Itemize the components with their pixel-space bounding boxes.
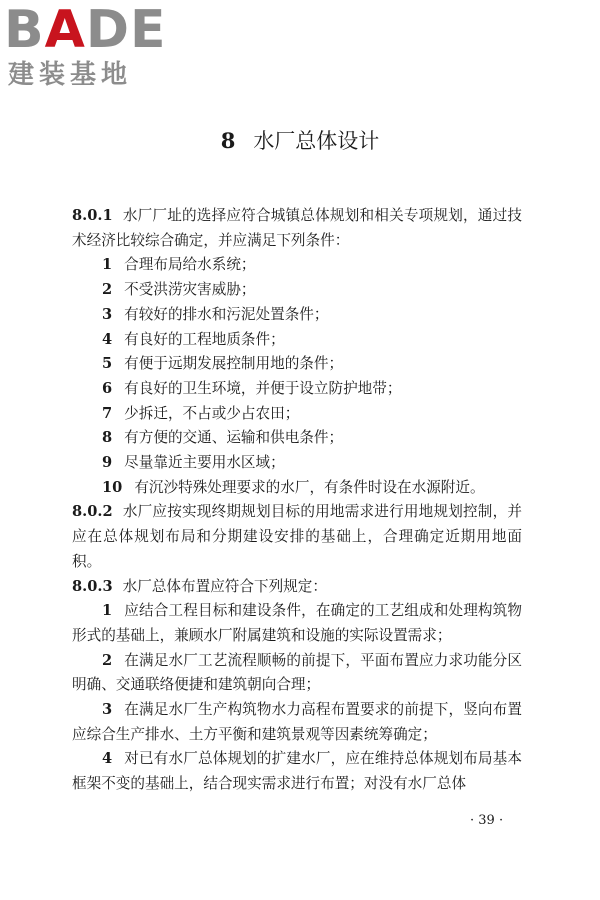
clause-8-0-2: [72, 500, 522, 574]
logo: [4, 0, 176, 94]
item-number: 3: [102, 305, 113, 323]
list-item: [72, 476, 522, 501]
item-number: 6: [102, 379, 113, 397]
item-number: 7: [102, 404, 113, 422]
item-text: 尽量靠近主要用水区域；: [124, 454, 285, 472]
item-number: 1: [102, 256, 113, 274]
item-text: 少拆迁，不占或少占农田；: [124, 404, 300, 422]
item-text: 有较好的排水和污泥处置条件；: [124, 305, 329, 323]
item-number: 5: [102, 355, 113, 373]
clause-number: 8.0.3: [72, 577, 113, 595]
list-item: [72, 426, 522, 451]
item-text: 有方便的交通、运输和供电条件；: [124, 429, 344, 447]
list-item: [72, 649, 522, 698]
list-item: [72, 253, 522, 278]
item-number: 10: [102, 478, 123, 496]
item-text: 在满足水厂生产构筑物水力高程布置要求的前提下，竖向布置应综合生产排水、土方平衡和建筑景观等因素统筹确定；: [72, 701, 522, 743]
clause-8-0-1: [72, 204, 522, 253]
item-text: 有良好的工程地质条件；: [124, 330, 285, 348]
chapter-number: 8: [220, 128, 236, 153]
list-item: [72, 698, 522, 747]
item-text: 有沉沙特殊处理要求的水厂，有条件时设在水源附近。: [134, 478, 485, 496]
item-text: 有便于远期发展控制用地的条件；: [124, 355, 344, 373]
logo-word: [4, 0, 167, 60]
logo-word-text: BADE: [4, 0, 167, 60]
item-number: 2: [102, 651, 113, 669]
list-item: [72, 451, 522, 476]
item-text: 不受洪涝灾害威胁；: [124, 281, 256, 299]
item-number: 4: [102, 330, 113, 348]
clause-8-0-3: [72, 575, 522, 600]
item-number: 3: [102, 701, 113, 719]
chapter-title-text: 水厂总体设计: [253, 129, 380, 153]
document-body: [72, 204, 522, 797]
item-number: 4: [102, 750, 113, 768]
list-item: [72, 402, 522, 427]
clause-number: 8.0.1: [72, 207, 113, 224]
item-text: 应结合工程目标和建设条件，在确定的工艺组成和处理构筑物形式的基础上，兼顾水厂附属建筑和设施的实际设置需求；: [72, 602, 522, 644]
item-number: 2: [102, 281, 113, 299]
list-item: [72, 352, 522, 377]
item-text: 对已有水厂总体规划的扩建水厂，应在维持总体规划布局基本框架不变的基础上，结合现实需求进行布置；对没有水厂总体: [72, 750, 522, 793]
list-item: [72, 599, 522, 648]
item-number: 9: [102, 454, 113, 472]
clause-text: 水厂总体布置应符合下列规定：: [122, 577, 327, 595]
item-number: 8: [102, 429, 113, 447]
item-number: 1: [102, 602, 113, 620]
clause-number: 8.0.2: [72, 503, 113, 521]
item-text: 有良好的卫生环境，并便于设立防护地带；: [124, 379, 402, 397]
logo-subtitle: 建装基地: [8, 60, 133, 90]
list-item: [72, 303, 522, 328]
item-text: 合理布局给水系统；: [124, 256, 256, 274]
page-number: · 39 ·: [470, 813, 504, 828]
clause-text: 水厂应按实现终期规划目标的用地需求进行用地规划控制，并应在总体规划布局和分期建设安排的基础上，合理确定近期用地面积。: [72, 503, 522, 570]
chapter-title: [0, 127, 600, 155]
list-item: [72, 278, 522, 303]
list-item: [72, 328, 522, 353]
list-item: [72, 747, 522, 796]
list-item: [72, 377, 522, 402]
item-text: 在满足水厂工艺流程顺畅的前提下，平面布置应力求功能分区明确、交通联络便捷和建筑朝向合理；: [72, 651, 522, 694]
clause-text: 水厂厂址的选择应符合城镇总体规划和相关专项规划，通过技术经济比较综合确定，并应满足下列条件：: [72, 207, 522, 249]
